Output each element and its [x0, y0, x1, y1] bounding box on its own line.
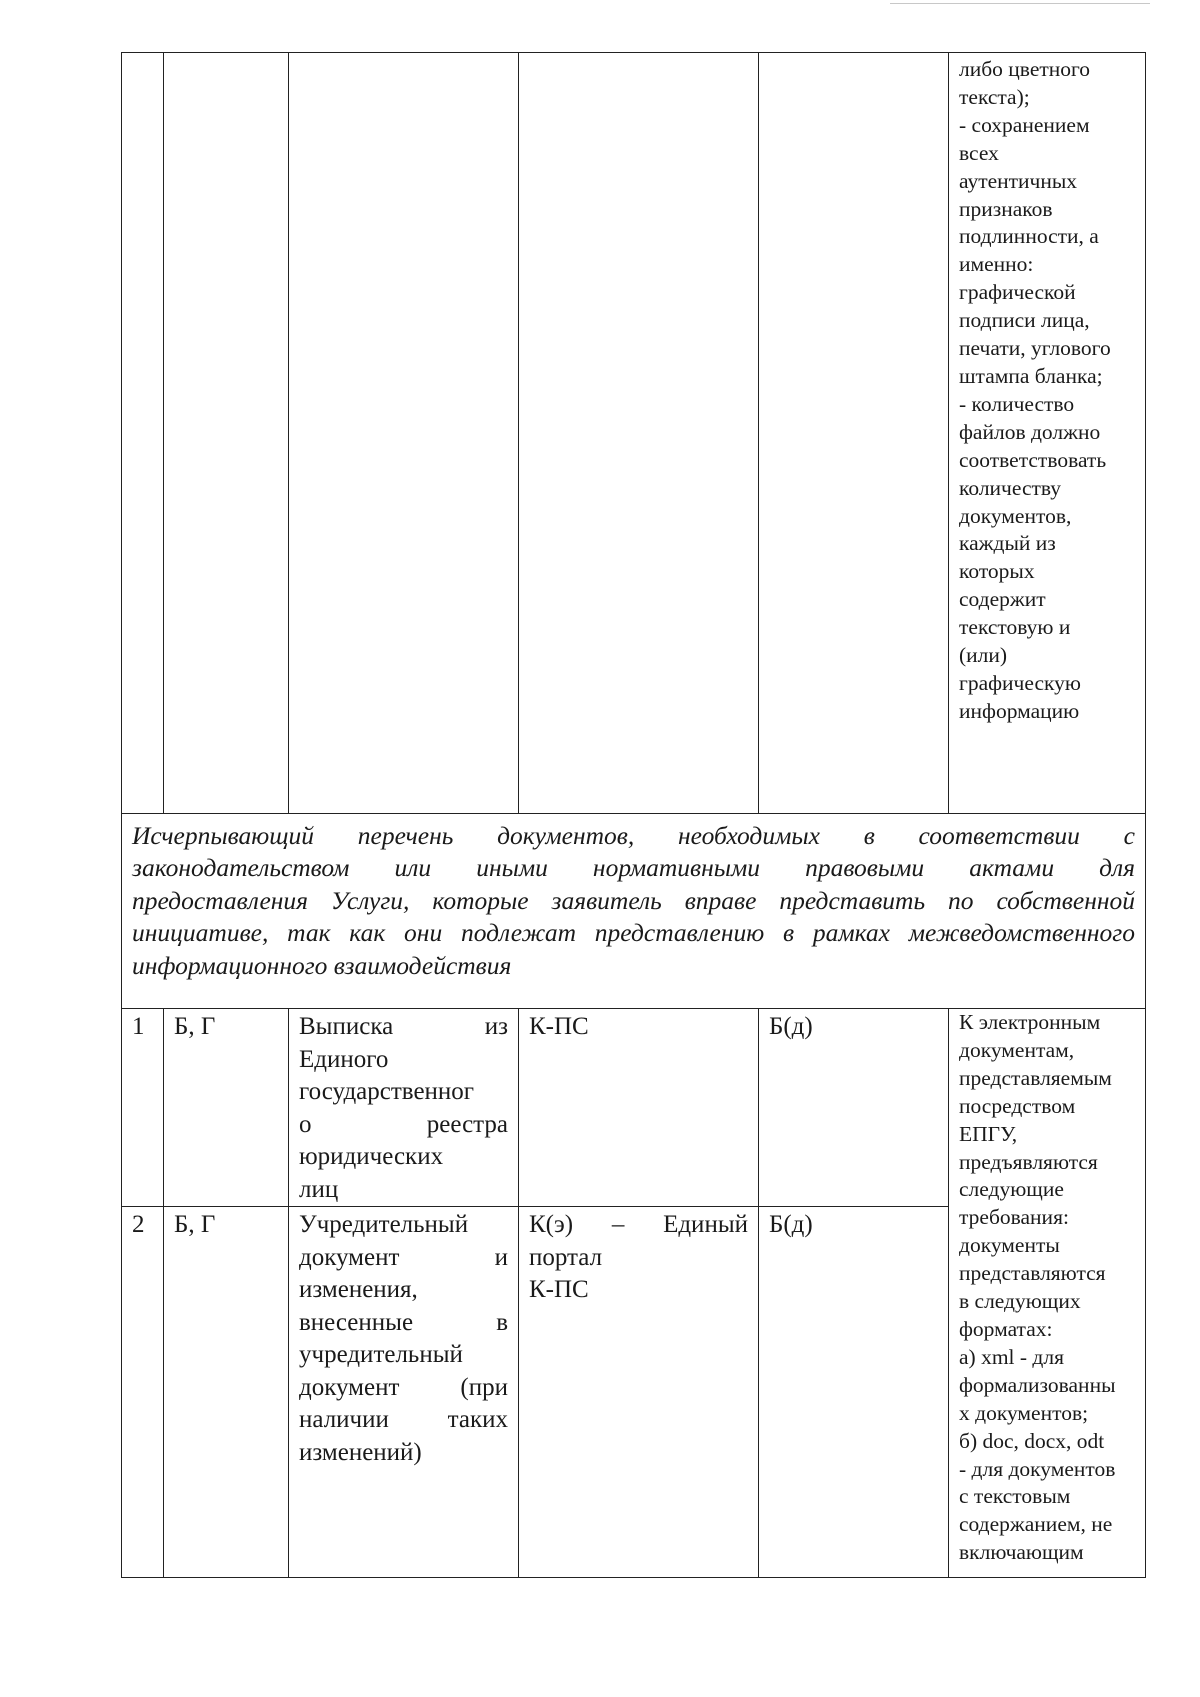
text-line: государственног: [299, 1078, 475, 1105]
text-line: всех: [959, 140, 999, 165]
text-line: следующие: [959, 1177, 1064, 1202]
text-line: учредительный: [299, 1341, 463, 1368]
text-line: К-ПС: [529, 1013, 589, 1040]
section-title-line: Исчерпывающий перечень документов, необходимых в соответствии с: [132, 821, 1135, 850]
text-line: К электронным: [959, 1010, 1101, 1034]
text-line: формализованны: [959, 1372, 1116, 1397]
row-number-cell: [122, 1009, 164, 1207]
text-line: х документов;: [959, 1400, 1089, 1425]
text-line: текстовую и: [959, 615, 1071, 640]
submission-method: [519, 1009, 758, 1044]
text-line: содержит: [959, 587, 1046, 612]
text-line: посредством: [959, 1093, 1076, 1118]
continued-requirements-cell: [949, 53, 1146, 814]
text-line: о реестра: [299, 1110, 508, 1138]
continued-name-cell: [289, 53, 519, 814]
document-form-cell: [759, 1009, 949, 1207]
document-form: Б(д): [769, 1013, 813, 1040]
document-name: [289, 1009, 518, 1206]
document-name: [289, 1207, 518, 1469]
section-title-line: информационного взаимодействия: [132, 950, 512, 980]
text-line: - количество: [959, 391, 1075, 416]
continued-num-cell: [122, 53, 164, 814]
document-name-cell: [289, 1207, 519, 1578]
text-line: документов,: [959, 503, 1072, 528]
text-line: соответствовать: [959, 447, 1107, 472]
category-cell: [164, 1009, 289, 1207]
text-line: текста);: [959, 84, 1030, 109]
text-line: документы: [959, 1233, 1060, 1258]
row-number: 2: [132, 1211, 145, 1238]
text-line: в следующих: [959, 1289, 1081, 1314]
text-line: именно:: [959, 252, 1034, 277]
text-line: ЕПГУ,: [959, 1121, 1018, 1146]
header-remnant: [890, 0, 1150, 4]
text-line: содержанием, не: [959, 1512, 1113, 1537]
text-line: внесенные в: [299, 1308, 508, 1336]
submission-method-cell: [519, 1009, 759, 1207]
merged-requirements-cell: [949, 1009, 1146, 1578]
row-number: 1: [132, 1013, 145, 1040]
continued-requirements-text: [949, 53, 1145, 726]
section-title: [122, 814, 1145, 982]
section-title-line: инициативе, так как они подлежат представлению в рамках межведомственного: [132, 918, 1135, 948]
text-line: Единого: [299, 1045, 389, 1073]
text-line: представляемым: [959, 1065, 1112, 1090]
text-line: подписи лица,: [959, 308, 1090, 333]
text-line: Учредительный: [299, 1211, 469, 1238]
text-line: а) xml - для: [959, 1344, 1064, 1369]
text-line: которых: [959, 559, 1035, 584]
text-line: предъявляются: [959, 1149, 1098, 1174]
section-header-cell: [122, 814, 1146, 1009]
text-line: - сохранением: [959, 112, 1090, 137]
text-line: К-ПС: [529, 1276, 589, 1303]
continued-row: [122, 53, 1146, 814]
applicant-category: Б, Г: [174, 1013, 216, 1040]
text-line: файлов должно: [959, 419, 1101, 444]
text-line: изменения,: [299, 1276, 418, 1303]
text-line: печати, углового: [959, 336, 1111, 361]
text-line: - для документов: [959, 1456, 1116, 1481]
text-line: либо цветного: [959, 57, 1091, 81]
document-form: Б(д): [769, 1211, 813, 1238]
text-line: информацию: [959, 698, 1080, 723]
text-line: К(э) – Единый: [529, 1211, 748, 1238]
text-line: графической: [959, 280, 1076, 305]
row-number-cell: [122, 1207, 164, 1578]
text-line: лиц: [299, 1175, 339, 1203]
text-line: наличии таких: [299, 1406, 508, 1433]
documents-table: [121, 52, 1146, 1578]
continued-category-cell: [164, 53, 289, 814]
text-line: включающим: [959, 1540, 1084, 1565]
section-title-line: предоставления Услуги, которые заявитель вправе представить по собственной: [132, 885, 1135, 915]
text-line: аутентичных: [959, 168, 1078, 193]
text-line: представляются: [959, 1261, 1106, 1286]
text-line: документам,: [959, 1037, 1075, 1062]
text-line: графическую: [959, 670, 1081, 695]
text-line: юридических: [299, 1143, 444, 1170]
document-form-cell: [759, 1207, 949, 1578]
text-line: документ (при: [299, 1373, 508, 1401]
text-line: с текстовым: [959, 1484, 1071, 1509]
text-line: Выписка из: [299, 1013, 508, 1040]
submission-method: [519, 1207, 758, 1307]
merged-requirements-text: [949, 1009, 1145, 1567]
section-title-line: законодательством или иными нормативными правовыми актами для: [132, 853, 1135, 883]
text-line: б) doc, docx, odt: [959, 1428, 1105, 1453]
text-line: документ и: [299, 1243, 508, 1271]
text-line: каждый из: [959, 531, 1056, 556]
text-line: форматах:: [959, 1316, 1053, 1341]
section-header-row: [122, 814, 1146, 1009]
text-line: подлинности, а: [959, 224, 1099, 249]
text-line: изменений): [299, 1438, 422, 1466]
text-line: штампа бланка;: [959, 363, 1103, 388]
category-cell: [164, 1207, 289, 1578]
text-line: признаков: [959, 196, 1053, 221]
text-line: количеству: [959, 475, 1062, 500]
submission-method-cell: [519, 1207, 759, 1578]
applicant-category: Б, Г: [174, 1211, 216, 1238]
text-line: (или): [959, 643, 1008, 668]
continued-method-cell: [519, 53, 759, 814]
table-row: [122, 1009, 1146, 1207]
continued-form-cell: [759, 53, 949, 814]
document-name-cell: [289, 1009, 519, 1207]
text-line: портал: [529, 1243, 603, 1271]
text-line: требования:: [959, 1205, 1069, 1230]
